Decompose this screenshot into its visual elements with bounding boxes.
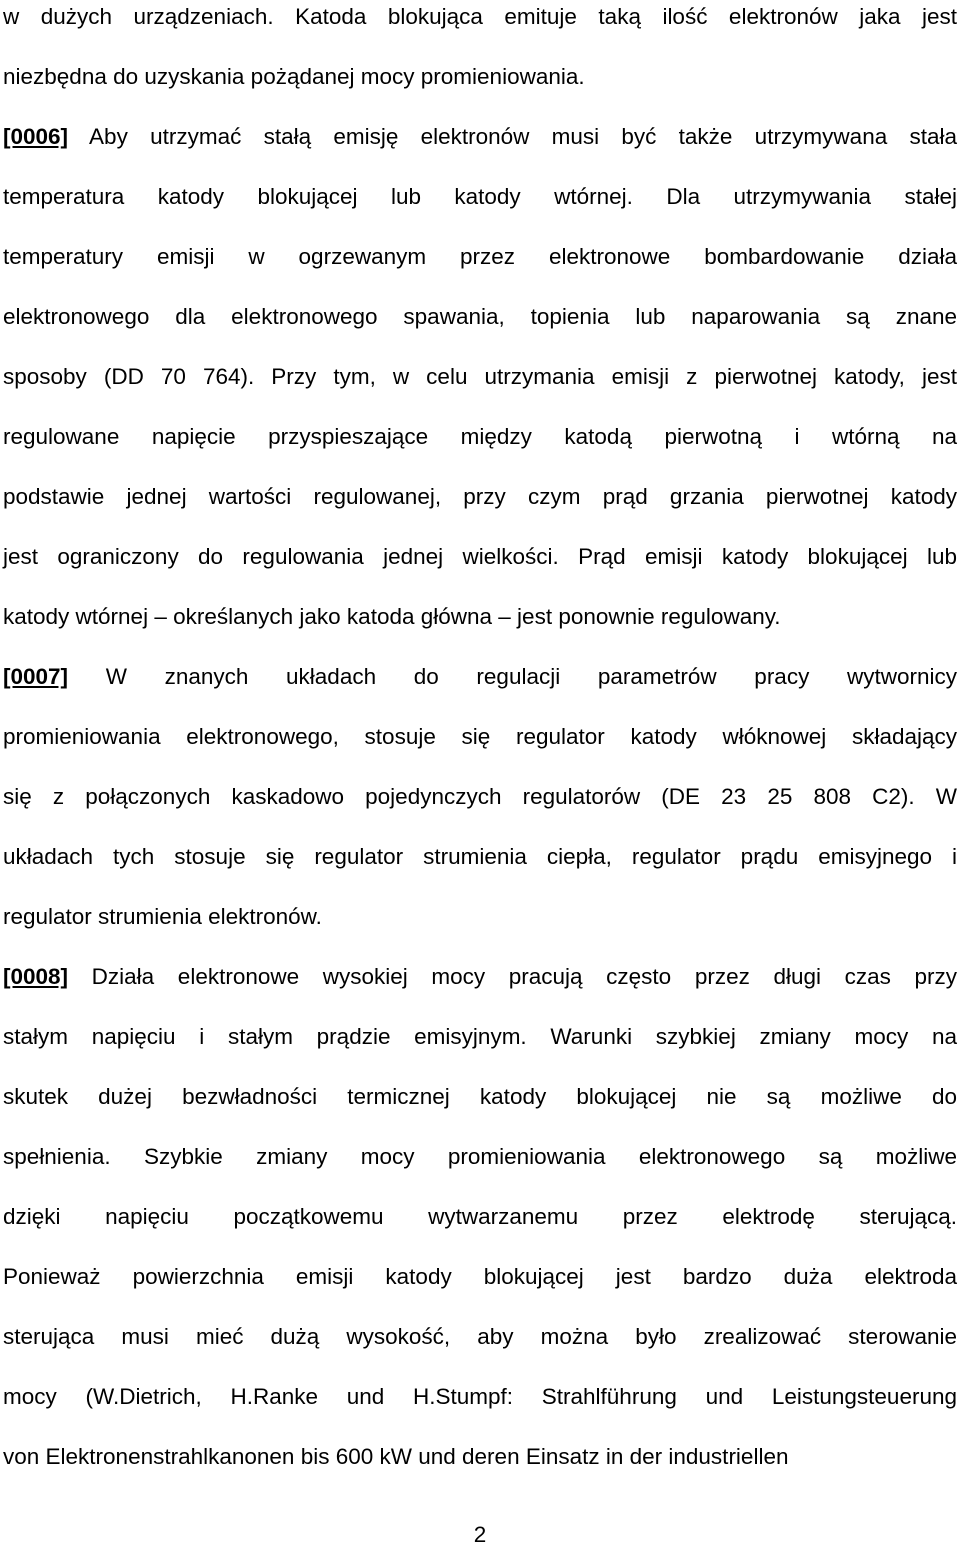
paragraph-number: [0007] — [3, 664, 69, 689]
paragraph-number: [0008] — [3, 964, 69, 989]
line-text: układach tych stosuje się regulator strumienia ciepła, regulator prądu emisyjnego i — [3, 844, 957, 869]
line-text: W znanych układach do regulacji parametrów pracy wytwornicy — [68, 664, 957, 689]
line-text: jest ograniczony do regulowania jednej wielkości. Prąd emisji katody blokującej lub — [3, 544, 957, 569]
text-line — [3, 1380, 957, 1414]
text-line — [3, 1320, 957, 1354]
line-text: elektronowego dla elektronowego spawania, topienia lub naparowania są znane — [3, 304, 957, 329]
text-line — [3, 420, 957, 454]
line-text: podstawie jednej wartości regulowanej, przy czym prąd grzania pierwotnej katody — [3, 484, 957, 509]
text-line — [3, 1080, 957, 1114]
line-text: Ponieważ powierzchnia emisji katody blokującej jest bardzo duża elektroda — [3, 1264, 957, 1289]
line-text: sposoby (DD 70 764). Przy tym, w celu utrzymania emisji z pierwotnej katody, jest — [3, 364, 957, 389]
text-line — [3, 120, 957, 154]
text-line — [3, 840, 957, 874]
line-text: spełnienia. Szybkie zmiany mocy promieniowania elektronowego są możliwe — [3, 1144, 957, 1169]
text-line — [3, 600, 957, 634]
text-line — [3, 1200, 957, 1234]
text-line — [3, 720, 957, 754]
line-text: temperatura katody blokującej lub katody wtórnej. Dla utrzymywania stałej — [3, 184, 957, 209]
text-line — [3, 1020, 957, 1054]
line-text: dzięki napięciu początkowemu wytwarzanemu przez elektrodę sterującą. — [3, 1204, 957, 1229]
paragraph-number: [0006] — [3, 124, 69, 149]
text-line — [3, 540, 957, 574]
line-text: stałym napięciu i stałym prądzie emisyjnym. Warunki szybkiej zmiany mocy na — [3, 1024, 957, 1049]
text-line — [3, 900, 957, 934]
line-text: von Elektronenstrahlkanonen bis 600 kW und deren Einsatz in der industriellen — [3, 1444, 789, 1469]
line-text: regulowane napięcie przyspieszające między katodą pierwotną i wtórną na — [3, 424, 957, 449]
text-line — [3, 660, 957, 694]
text-line — [3, 360, 957, 394]
line-text: Działa elektronowe wysokiej mocy pracują często przez długi czas przy — [68, 964, 957, 989]
line-text: w dużych urządzeniach. Katoda blokująca emituje taką ilość elektronów jaka jest — [3, 4, 957, 29]
line-text: temperatury emisji w ogrzewanym przez elektronowe bombardowanie działa — [3, 244, 957, 269]
page-number: 2 — [473, 1522, 487, 1547]
text-line — [3, 1440, 957, 1474]
line-text: Aby utrzymać stałą emisję elektronów musi być także utrzymywana stała — [68, 124, 957, 149]
text-line — [3, 180, 957, 214]
line-text: skutek dużej bezwładności termicznej katody blokującej nie są możliwe do — [3, 1084, 957, 1109]
text-line — [3, 1140, 957, 1174]
line-text: się z połączonych kaskadowo pojedynczych regulatorów (DE 23 25 808 C2). W — [3, 784, 957, 809]
text-line — [3, 60, 957, 94]
text-line — [3, 300, 957, 334]
line-text: mocy (W.Dietrich, H.Ranke und H.Stumpf: Strahlführung und Leistungsteuerung — [3, 1384, 957, 1409]
text-line — [3, 0, 957, 34]
text-line — [3, 780, 957, 814]
line-text: promieniowania elektronowego, stosuje się regulator katody włóknowej składający — [3, 724, 957, 749]
text-line — [3, 1260, 957, 1294]
text-line — [3, 480, 957, 514]
text-line — [3, 960, 957, 994]
text-line — [3, 240, 957, 274]
line-text: niezbędna do uzyskania pożądanej mocy promieniowania. — [3, 64, 585, 89]
line-text: sterująca musi mieć dużą wysokość, aby można było zrealizować sterowanie — [3, 1324, 957, 1349]
line-text: regulator strumienia elektronów. — [3, 904, 322, 929]
line-text: katody wtórnej – określanych jako katoda główna – jest ponownie regulowany. — [3, 604, 781, 629]
